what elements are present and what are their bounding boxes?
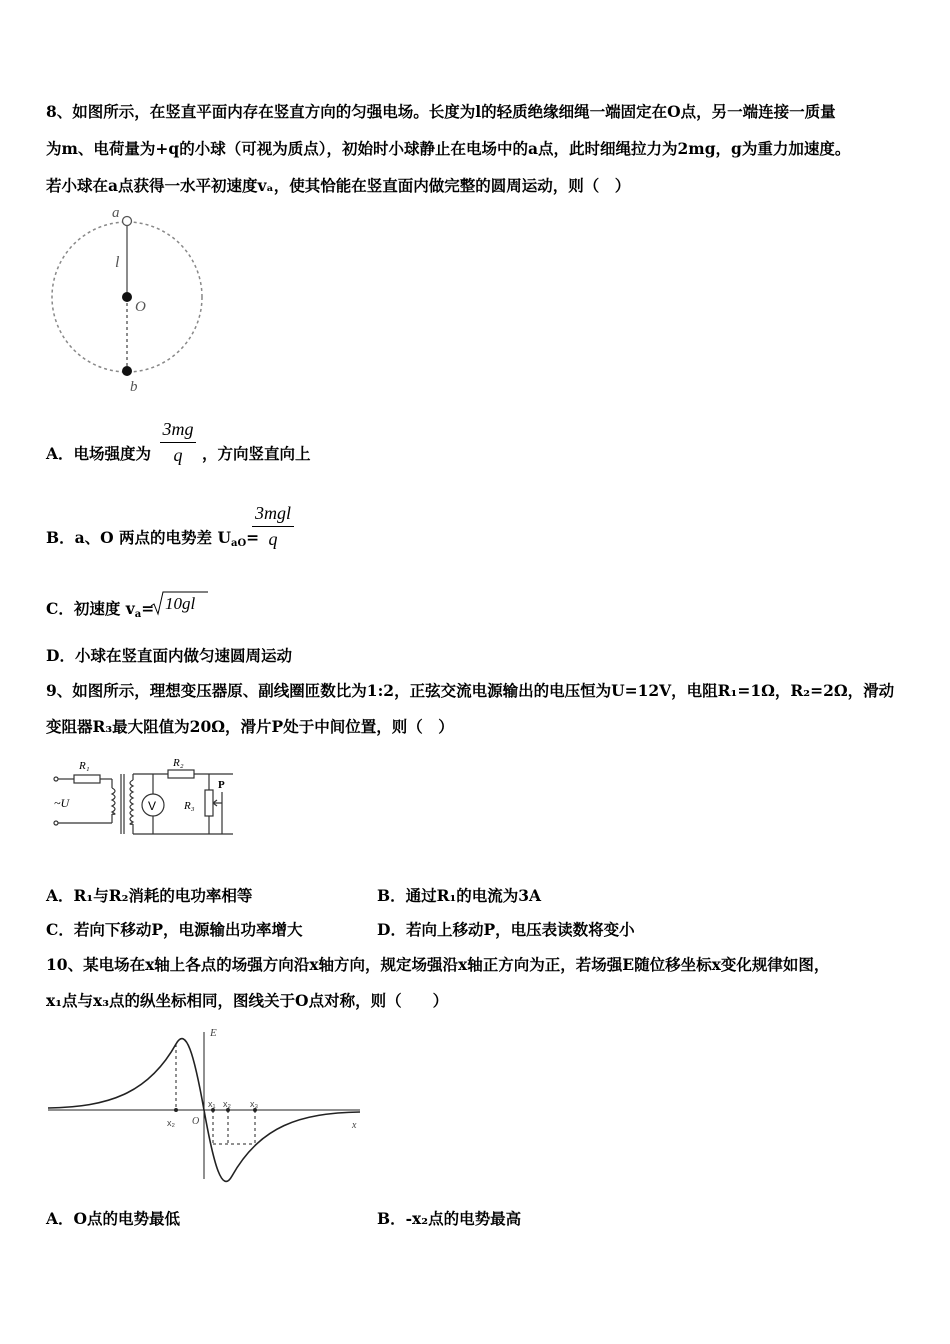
q8-option-a-suffix: ，方向竖直向上: [202, 444, 311, 463]
q10-e-x-graph: [48, 1024, 368, 1184]
q10-stem-line1: 10、某电场在x轴上各点的场强方向沿x轴方向，规定场强沿x轴正方向为正，若场强E随位移坐标x变化规律如图，: [46, 955, 830, 974]
q8-option-c: [46, 598, 154, 626]
q9-secondary-coil: [130, 780, 133, 824]
q8-option-a-prefix: A．电场强度为: [46, 444, 152, 463]
q9-stem-line2: 变阻器R₃最大阻值为20Ω，滑片P处于中间位置，则（ ）: [46, 717, 454, 736]
q9-rheostat-r3: [205, 790, 213, 816]
q9-label-u: ~U: [54, 796, 70, 810]
q10-option-b: B．-x₂点的电势最高: [377, 1209, 522, 1228]
q9-stem-line1: 9、如图所示，理想变压器原、副线圈匝数比为1:2，正弦交流电源输出的电压恒为U=12V，电阻R₁=1Ω，R₂=2Ω，滑动: [46, 681, 895, 700]
q10-stem-line2: x₁点与x₃点的纵坐标相同，图线关于O点对称，则（ ）: [46, 991, 449, 1010]
q8-point-a: [123, 217, 132, 226]
q9-label-r2: R₂: [173, 757, 184, 769]
q10-label-o: O: [192, 1116, 200, 1127]
q9-label-v: V: [148, 799, 157, 813]
q9-label-p: P: [218, 779, 225, 791]
q8-option-c-eq: =: [141, 599, 155, 618]
q8-option-b-sub: aO: [230, 538, 247, 549]
q8-stem-line1: 8、如图所示，在竖直平面内存在竖直方向的匀强电场。长度为l的轻质绝缘细绳一端固定在O点，另一端连接一质量: [46, 102, 836, 121]
q10-label-x: x: [352, 1120, 357, 1131]
q8-label-b: b: [130, 379, 138, 395]
q9-terminal-top: [54, 777, 58, 781]
q8-stem-line2: 为m、电荷量为+q的小球（可视为质点），初始时小球静止在电场中的a点，此时细绳拉力为2mg，g为重力加速度。: [46, 139, 851, 158]
q8-option-c-radicand: 10gl: [165, 594, 196, 613]
q8-label-l: l: [115, 254, 120, 271]
q9-option-d: D．若向上移动P，电压表读数将变小: [377, 920, 635, 939]
q8-option-a-denominator: q: [173, 445, 183, 465]
q8-option-b-eq: =: [246, 528, 260, 547]
q8-option-b: [46, 527, 259, 555]
q10-label-e: E: [210, 1027, 217, 1039]
q8-option-a-fraction: [160, 419, 196, 466]
q8-option-c-sub: a: [134, 609, 142, 620]
q9-option-a: A．R₁与R₂消耗的电功率相等: [46, 886, 253, 905]
q10-option-a: A．O点的电势最低: [46, 1209, 181, 1228]
q8-option-b-fraction: [252, 503, 294, 550]
q8-point-O: [122, 292, 132, 302]
q9-resistor-r2: [168, 770, 194, 778]
q9-circuit-figure: [50, 752, 240, 842]
q8-circle-figure: [50, 205, 210, 400]
q8-option-c-sqrt: [150, 590, 210, 616]
q8-stem-line3: 若小球在a点获得一水平初速度vₐ，使其恰能在竖直面内做完整的圆周运动，则（ ）: [46, 176, 631, 195]
q10-point-neg-x2: [174, 1108, 178, 1112]
q8-option-c-prefix: C．初速度 v: [46, 599, 135, 618]
q8-option-a-numerator: 3mg: [160, 419, 196, 443]
q10-label-x3: x₃: [250, 1099, 259, 1109]
q9-label-r3: R₃: [184, 800, 195, 812]
q9-slider-p: [213, 792, 222, 834]
q9-option-b: B．通过R₁的电流为3A: [377, 886, 542, 905]
q8-option-b-prefix: B．a、O 两点的电势差 U: [46, 528, 231, 547]
q9-primary-coil: [112, 788, 115, 814]
q9-option-c: C．若向下移动P，电源输出功率增大: [46, 920, 303, 939]
q8-option-b-numerator: 3mgl: [252, 503, 294, 527]
q10-label-x2: x₂: [223, 1099, 231, 1109]
q9-label-r1: R₁: [79, 760, 90, 772]
q10-label-neg-x2: x₂: [167, 1118, 175, 1128]
q9-terminal-bottom: [54, 821, 58, 825]
q8-label-O: O: [135, 299, 146, 315]
q8-option-b-denominator: q: [268, 529, 278, 549]
q8-point-b: [122, 366, 132, 376]
q8-label-a: a: [112, 205, 120, 221]
q9-resistor-r1: [74, 775, 100, 783]
q10-label-x1: x₁: [208, 1099, 216, 1109]
q8-option-d: D．小球在竖直面内做匀速圆周运动: [46, 646, 292, 665]
